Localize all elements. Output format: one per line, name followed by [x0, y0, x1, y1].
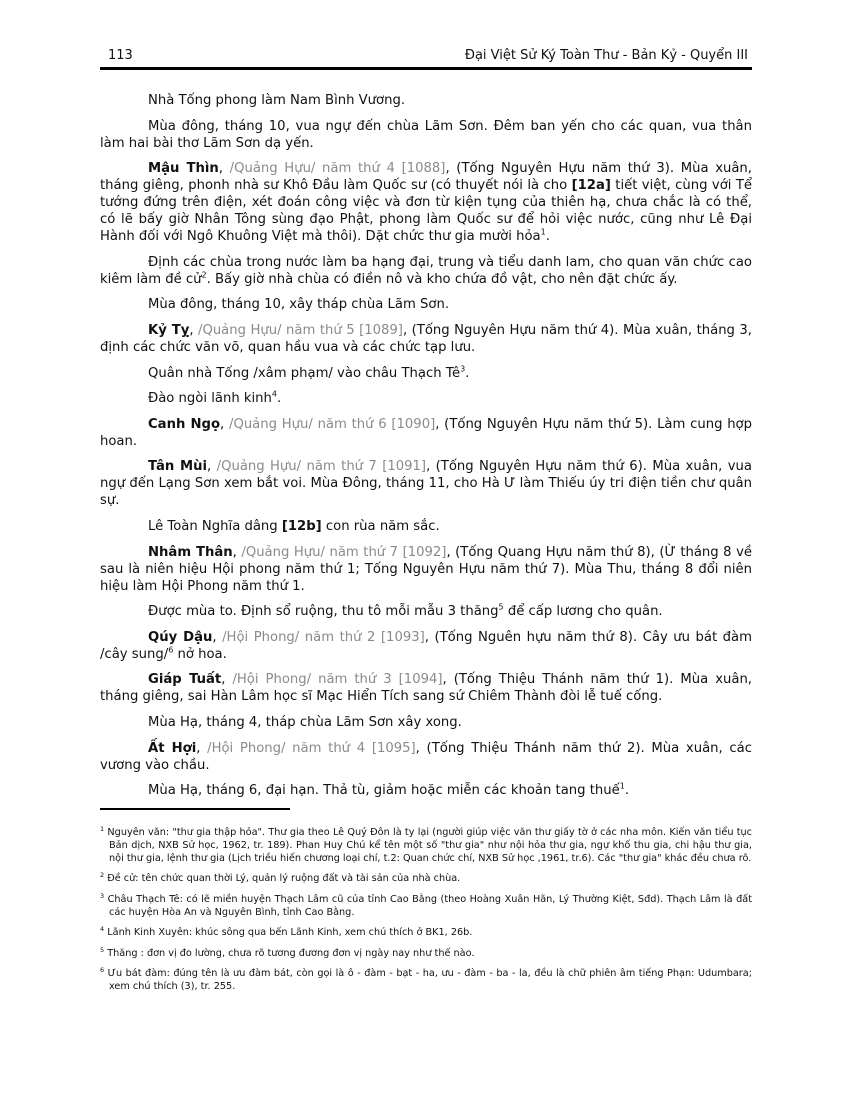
- folio-marker: [12a]: [571, 178, 611, 194]
- reign-era: /Quảng Hựu/ năm thứ 4 [1088]: [229, 161, 446, 177]
- footnote-number: 3: [100, 891, 105, 900]
- footnote: [100, 826, 752, 865]
- reign-era: /Quảng Hựu/ năm thứ 7 [1092]: [241, 544, 447, 560]
- paragraph-text: tiết việt, cùng với Tể tướng đứng trên điện, xét đoán công việc và đơn từ kiện tụng của thiên hạ, chưa chắc là có thể, có lẽ bấy giờ Nhân Tông sùng đạo Phật, phong làm Quốc sư để hỏi việc nước, cũng như Lê Đại Hành đối với Ngô Khuông Việt mà thôi). Dặt chức thư gia mười hỏa: [100, 178, 752, 245]
- paragraph-text: , (Tống Nguyên Hựu năm thứ 6). Mùa xuân, vua ngự đến Lạng Sơn xem bắt voi. Mùa Đông, tháng 11, cho Hà Ư làm Thiếu úy tri điện tiền chư quân sự.: [100, 459, 752, 509]
- running-title: Đại Việt Sử Ký Toàn Thư - Bản Kỷ - Quyển III: [464, 48, 748, 63]
- main-text: [100, 92, 752, 799]
- paragraph-text: . Bấy giờ nhà chùa có điền nô và kho chứa đồ vật, cho nên đặt chức ấy.: [206, 271, 678, 287]
- paragraph-text: Được mùa to. Định sổ ruộng, thu tô mỗi mẫu 3 thăng: [148, 604, 499, 620]
- reign-era: /Hội Phong/ năm thứ 2 [1093]: [222, 629, 425, 645]
- footnote-number: 6: [100, 965, 105, 974]
- paragraph-text: , (Tống Thiệu Thánh năm thứ 1). Mùa xuân, tháng giêng, sai Hàn Lâm học sĩ Mạc Hiển Tích sang sứ Chiêm Thành đòi lễ tuế cống.: [100, 672, 752, 705]
- footnote-ref: 4: [271, 389, 277, 399]
- year-heading: Giáp Tuất: [148, 672, 222, 688]
- year-heading: Canh Ngọ: [148, 416, 221, 432]
- paragraph-text: , (Tống Nguên hựu năm thứ 8). Cây ưu bát đàm /cây sung/: [100, 629, 752, 662]
- footnote: [100, 872, 752, 885]
- paragraph-text: , (Tống Quang Hựu năm thứ 8), (Ừ tháng 8 về sau là niên hiệu Hội phong năm thứ 1; Tống Nguyên Hựu năm thứ 7). Mùa Thu, tháng 8 đổi niên hiệu làm Hội Phong năm thứ 1.: [100, 544, 753, 594]
- footnote-text: Lãnh Kinh Xuyên: khúc sông qua bến Lãnh Kinh, xem chú thích ở BK1, 26b.: [107, 927, 473, 939]
- paragraph: Nhâm Thân, /Quảng Hựu/ năm thứ 7 [1092], (Tống Quang Hựu năm thứ 8), (Ừ tháng 8 về sau là niên hiệu Hội phong năm thứ 1; Tống Nguyên Hựu năm thứ 7). Mùa Thu, tháng 8 đổi niên hiệu làm Hội Phong năm thứ 1.: [100, 544, 753, 594]
- paragraph: [100, 603, 752, 620]
- paragraph-text: Định các chùa trong nước làm ba hạng đại, trung và tiểu danh lam, cho quan văn chức cao kiêm làm đề cử: [100, 254, 752, 287]
- paragraph: Canh Ngọ, /Quảng Hựu/ năm thứ 6 [1090], (Tống Nguyên Hựu năm thứ 5). Làm cung hợp hoan.: [100, 416, 752, 449]
- paragraph: [100, 390, 752, 407]
- paragraph-text: Nhà Tống phong làm Nam Bình Vương.: [148, 93, 406, 108]
- paragraph: Giáp Tuất, /Hội Phong/ năm thứ 3 [1094], (Tống Thiệu Thánh năm thứ 1). Mùa xuân, tháng giêng, sai Hàn Lâm học sĩ Mạc Hiển Tích sang sứ Chiêm Thành đòi lễ tuế cống.: [100, 672, 752, 705]
- footnote: [100, 947, 752, 960]
- paragraph-text: Mùa Hạ, tháng 6, đại hạn. Thả tù, giảm hoặc miễn các khoản tang thuế: [148, 783, 620, 799]
- paragraph-text: .: [276, 391, 282, 407]
- paragraph: Qúy Dậu, /Hội Phong/ năm thứ 2 [1093], (Tống Nguên hựu năm thứ 8). Cây ưu bát đàm /cây sung/$^6$ nở hoa.: [100, 629, 752, 662]
- footnote-text: Ưu bát đàm: đúng tên là ưu đàm bát, còn gọi là ô - đàm - bạt - ha, ưu - đàm - ba - la, đều là chữ phiên âm tiếng Phạn: Udumbara; xem chú thích (3), tr. 255.: [107, 968, 752, 993]
- paragraph: [100, 254, 752, 288]
- paragraph-text: Mùa Hạ, tháng 4, tháp chùa Lãm Sơn xây xong.: [148, 714, 462, 730]
- year-heading: Kỷ Tỵ: [148, 322, 190, 338]
- paragraph: [100, 92, 752, 109]
- reign-era: /Quảng Hựu/ năm thứ 7 [1091]: [216, 459, 427, 475]
- paragraph-text: .: [545, 229, 550, 245]
- paragraph-text: .: [465, 365, 470, 381]
- footnote: [100, 926, 752, 939]
- footnote-ref: 3: [460, 364, 466, 374]
- paragraph: [100, 296, 752, 313]
- paragraph-text: .: [624, 783, 630, 799]
- footnote-text: Châu Thạch Tê: có lẽ miền huyện Thạch Lâm cũ của tỉnh Cao Bằng (theo Hoàng Xuân Hãn, Lý Thường Kiệt, Sđd). Thạch Lâm là đất các huyện Hòa An và Nguyên Bình, tỉnh Cao Bằng.: [107, 893, 752, 918]
- reign-era: /Quảng Hựu/ năm thứ 6 [1090]: [229, 416, 436, 432]
- paragraph-text: Đào ngòi lãnh kinh: [148, 391, 272, 407]
- footnote-ref: 5: [498, 602, 504, 612]
- paragraph: Tân Mùi, /Quảng Hựu/ năm thứ 7 [1091], (Tống Nguyên Hựu năm thứ 6). Mùa xuân, vua ngự đến Lạng Sơn xem bắt voi. Mùa Đông, tháng 11, cho Hà Ư làm Thiếu úy tri điện tiền chư quân sự.: [100, 459, 752, 509]
- paragraph-text: Mùa đông, tháng 10, xây tháp chùa Lãm Sơn.: [148, 297, 450, 313]
- folio-marker: [12b]: [281, 518, 322, 534]
- year-heading: Qúy Dậu: [148, 629, 213, 645]
- year-heading: Nhâm Thân: [148, 544, 233, 560]
- year-heading: Mậu Thìn: [148, 161, 219, 177]
- footnote-text: Thăng : đơn vị đo lường, chưa rõ tương đương đơn vị ngày nay như thế nào.: [107, 947, 475, 959]
- paragraph-text: nở hoa.: [173, 646, 227, 662]
- page-number: 113: [108, 48, 133, 63]
- paragraph-text: để cấp lương cho quân.: [503, 604, 663, 620]
- paragraph-text: con rùa năm sắc.: [321, 518, 440, 534]
- footnote-text: Đề cử: tên chức quan thời Lý, quản lý ruộng đất và tài sản của nhà chùa.: [107, 873, 461, 885]
- paragraph: [100, 782, 752, 799]
- footnote-number: 1: [100, 824, 105, 833]
- paragraph-text: , (Tống Nguyên Hựu năm thứ 5). Làm cung hợp hoan.: [100, 416, 752, 449]
- paragraph-text: , (Tống Nguyên Hựu năm thứ 3). Mùa xuân, tháng giêng, phonh nhà sư Khô Đầu làm Quốc sư (có thuyết nói là cho: [100, 161, 752, 194]
- footnote: [100, 967, 752, 993]
- reign-era: /Quảng Hựu/ năm thứ 5 [1089]: [198, 322, 403, 338]
- paragraph-text: , (Tống Thiệu Thánh năm thứ 2). Mùa xuân, các vương vào chầu.: [100, 740, 752, 773]
- footnote-ref: 1: [619, 781, 625, 791]
- footnote-divider: [100, 808, 290, 810]
- reign-era: /Hội Phong/ năm thứ 3 [1094]: [232, 672, 443, 688]
- paragraph: [100, 518, 752, 535]
- year-heading: Ất Hợi: [148, 740, 197, 756]
- paragraph: [100, 714, 752, 731]
- paragraph: Ất Hợi, /Hội Phong/ năm thứ 4 [1095], (Tống Thiệu Thánh năm thứ 2). Mùa xuân, các vương vào chầu.: [100, 740, 752, 773]
- paragraph: [100, 118, 752, 152]
- footnote-ref: 1: [540, 227, 546, 237]
- footnote-text: Nguyên văn: "thư gia thập hỏa". Thư gia theo Lê Quý Đôn là ty lại (người giúp việc văn thư giấy tờ ở các nha môn. Kiến văn tiểu tục Bản dịch, NXB Sử học, 1962, tr. 189). Phan Huy Chú kể tên một số "thư gia" như nội hỏa thư gia, ngự khố thu gia, chi hậu thư gia, nội thư gia, lệnh thư gia (Lịch triều hiến chương loại chí, t.2: Quan chức chí, NXB Sử học ,1961, tr.6). Các "thư gia" khác đều chưa rõ.: [107, 826, 752, 864]
- running-header: [100, 48, 752, 70]
- footnote: [100, 893, 752, 919]
- footnote-number: 5: [100, 945, 105, 954]
- footnote-ref: 6: [168, 645, 174, 655]
- paragraph: Kỷ Tỵ, /Quảng Hựu/ năm thứ 5 [1089], (Tống Nguyên Hựu năm thứ 4). Mùa xuân, tháng 3, định các chức văn võ, quan hầu vua và các chức tạp lưu.: [100, 322, 753, 355]
- footnote-number: 2: [100, 870, 105, 879]
- paragraph-text: Mùa đông, tháng 10, vua ngự đến chùa Lãm Sơn. Đêm ban yến cho các quan, vua thân làm hai bài thơ Lãm Sơn dạ yến.: [100, 118, 752, 151]
- paragraph-text: , (Tống Nguyên Hựu năm thứ 4). Mùa xuân, tháng 3, định các chức văn võ, quan hầu vua và các chức tạp lưu.: [100, 322, 753, 355]
- year-heading: Tân Mùi: [148, 459, 208, 475]
- paragraph-text: Quân nhà Tống /xâm phạm/ vào châu Thạch Tê: [148, 365, 461, 381]
- footnote-number: 4: [100, 924, 105, 933]
- footnote-ref: 2: [201, 270, 207, 280]
- paragraph: Mậu Thìn, /Quảng Hựu/ năm thứ 4 [1088], (Tống Nguyên Hựu năm thứ 3). Mùa xuân, tháng giêng, phonh nhà sư Khô Đầu làm Quốc sư (có thuyết nói là cho [12a] tiết việt, cùng với Tể tướng đứng trên điện, xét đoán công việc và đơn từ kiện tụng của thiên hạ, chưa chắc là có thể, có lẽ bấy giờ Nhân Tông sùng đạo Phật, phong làm Quốc sư để hỏi việc nước, cũng như Lê Đại Hành đối với Ngô Khuông Việt mà thôi). Dặt chức thư gia mười hỏa$^1$.: [100, 161, 752, 245]
- paragraph-text: Lê Toàn Nghĩa dâng: [148, 518, 282, 534]
- footnotes: [100, 826, 752, 994]
- paragraph: [100, 365, 752, 382]
- reign-era: /Hội Phong/ năm thứ 4 [1095]: [207, 740, 416, 756]
- page: [100, 48, 752, 1001]
